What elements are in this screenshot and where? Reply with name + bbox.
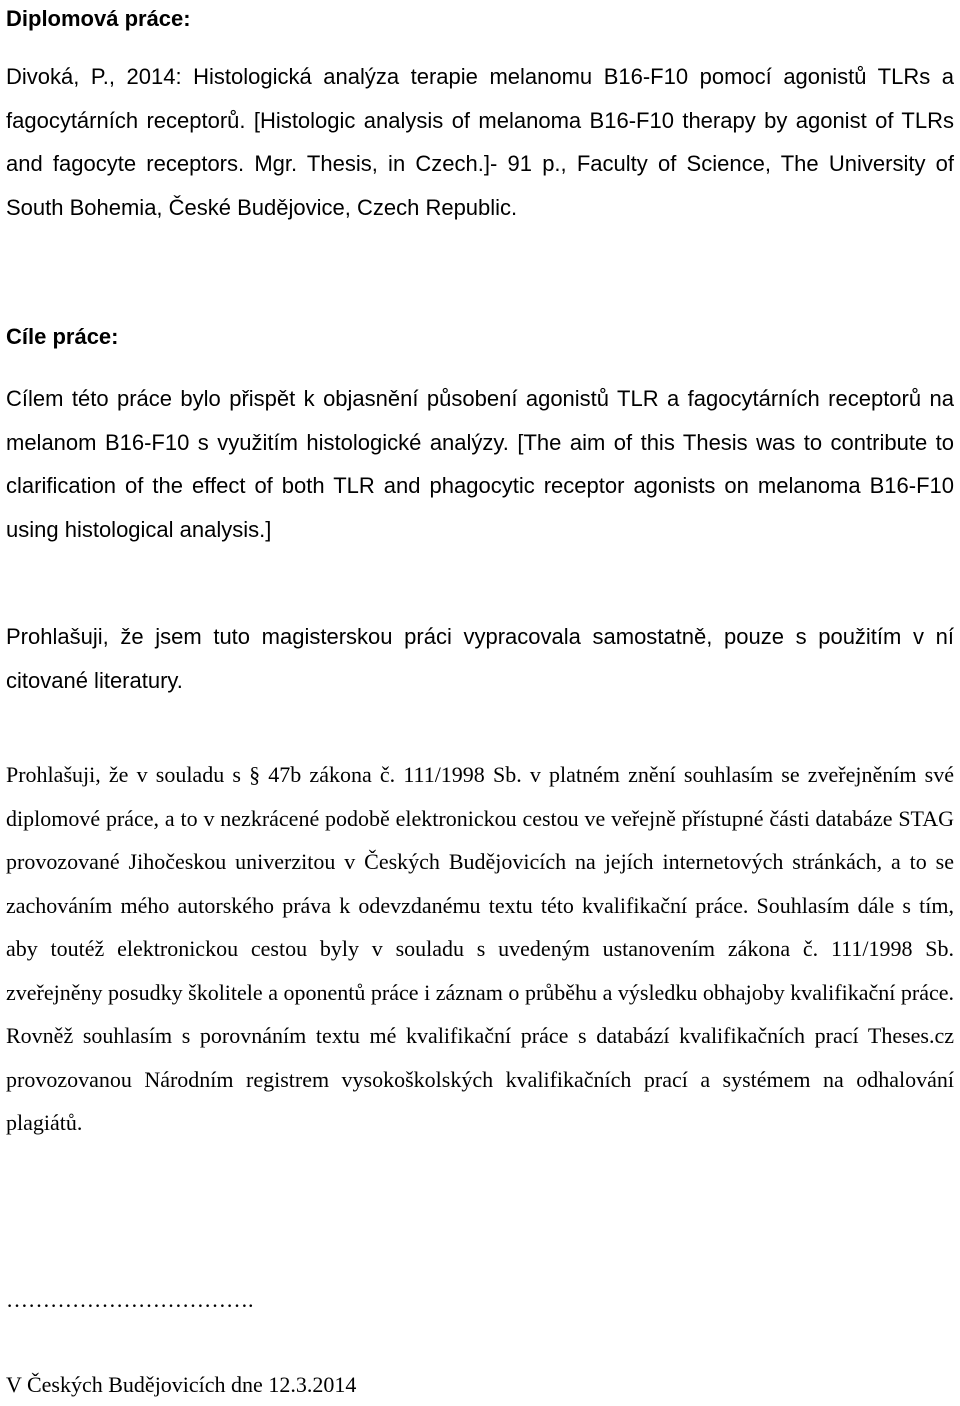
declaration-originality: Prohlašuji, že jsem tuto magisterskou práci vypracovala samostatně, pouze s použitím v ní citované literatury. [6,624,954,693]
thesis-citation: Divoká, P., 2014: Histologická analýza terapie melanomu B16-F10 pomocí agonistů TLRs a fagocytárních receptorů. [Histologic analysis of melanoma B16-F10 therapy by agonist of TLRs and fagocyte receptors. Mgr. Thesis, in Czech.]- 91 p., Faculty of Science, The University of South Bohemia, České Budějovice, Czech Republic. [6,64,954,220]
thesis-heading: Diplomová práce: [6,6,191,31]
declaration-publication-consent: Prohlašuji, že v souladu s § 47b zákona č. 111/1998 Sb. v platném znění souhlasím se zveřejněním své diplomové práce, a to v nezkrácené podobě elektronickou cestou ve veřejně přístupné části databáze STAG provozované Jihočeskou univerzitou v Českých Budějovicích na jejích internetových stránkách, a to se zachováním mého autorského práva k odevzdanému textu této kvalifikační práce. Souhlasím dále s tím, aby toutéž elektronickou cestou byly v souladu s uvedeným ustanovením zákona č. 111/1998 Sb. zveřejněny posudky školitele a oponentů práce i záznam o průběhu a výsledku obhajoby kvalifikační práce. Rovněž souhlasím s porovnáním textu mé kvalifikační práce s databází kvalifikačních prací Theses.cz provozovanou Národním registrem vysokoškolských kvalifikačních prací a systémem na odhalování plagiátů. [6,762,954,1135]
aims-heading: Cíle práce: [6,324,119,349]
place-and-date: V Českých Budějovicích dne 12.3.2014 [6,1372,357,1397]
aims-text: Cílem této práce bylo přispět k objasnění působení agonistů TLR a fagocytárních receptorů na melanom B16-F10 s využitím histologické analýzy. [The aim of this Thesis was to contribute to clarification of the effect of both TLR and phagocytic receptor agonists on melanoma B16-F10 using histological analysis.] [6,386,954,542]
signature-line: ……………………………. [6,1287,254,1312]
